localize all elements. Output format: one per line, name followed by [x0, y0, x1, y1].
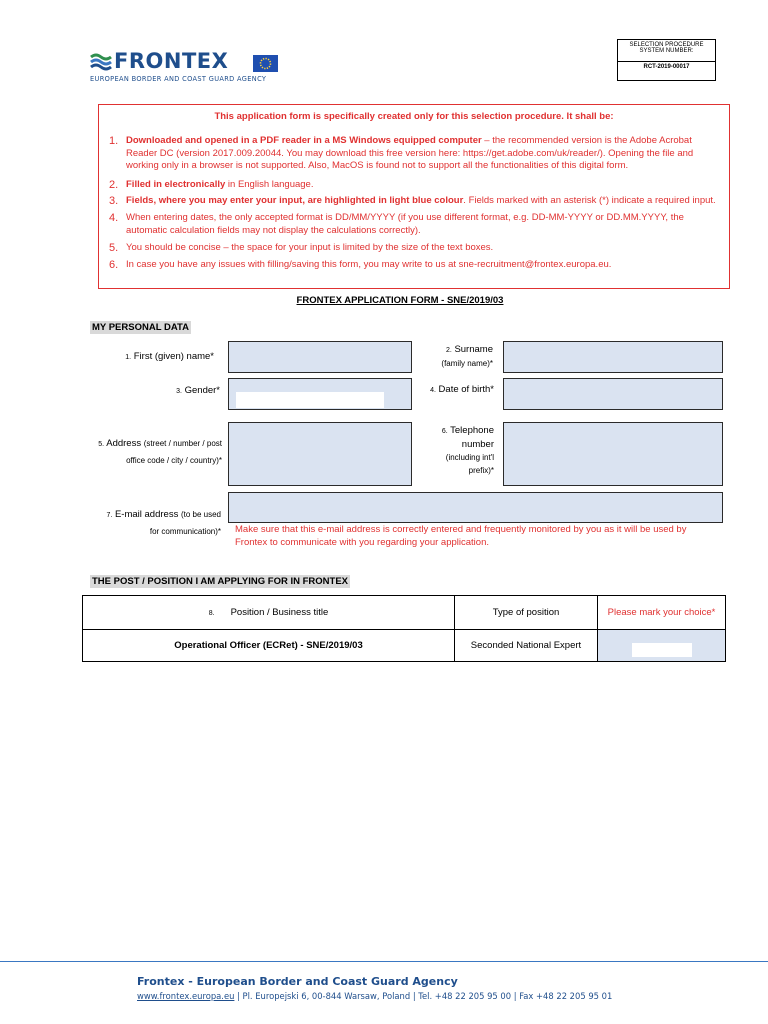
gender-label: 3. Gender*	[176, 385, 220, 396]
gender-dropdown[interactable]	[236, 392, 384, 408]
date-of-birth-field[interactable]	[503, 378, 723, 410]
telephone-label: 6. Telephone number (including int'l prefix)*	[441, 425, 494, 475]
footer-divider	[0, 961, 133, 962]
surname-label: 2. Surname (family name)*	[441, 344, 493, 368]
eu-flag-icon	[253, 55, 278, 72]
footer-contact: www.frontex.europa.eu | Pl. Europejski 6, 00-844 Warsaw, Poland | Tel. +48 22 205 95 00 | Fax +48 22 205 95 01	[137, 991, 613, 1001]
type-of-position-header: Type of position	[455, 596, 598, 630]
position-table	[82, 595, 726, 662]
form-title: FRONTEX APPLICATION FORM - SNE/2019/03	[296, 295, 504, 306]
frontex-logo	[90, 51, 290, 85]
type-of-position-cell: Seconded National Expert	[455, 630, 598, 662]
post-heading: THE POST / POSITION I AM APPLYING FOR IN FRONTEX	[92, 576, 348, 587]
surname-field[interactable]	[503, 341, 723, 373]
footer-divider-right	[133, 961, 768, 962]
first-name-field[interactable]	[228, 341, 412, 373]
email-field[interactable]	[228, 492, 723, 523]
personal-data-heading: MY PERSONAL DATA	[92, 322, 189, 333]
selection-procedure-label: SELECTION PROCEDURE	[629, 42, 704, 48]
address-label: 5. Address (street / number / post office code / city / country)*	[98, 438, 222, 465]
footer-website-link[interactable]: www.frontex.europa.eu	[137, 991, 235, 1001]
brand-name: FRONTEX	[114, 49, 229, 73]
brand-subtitle: EUROPEAN BORDER AND COAST GUARD AGENCY	[90, 75, 267, 83]
instructions-title: This application form is specifically created only for this selection procedure. It shall be:	[214, 111, 614, 122]
mark-choice-header: Please mark your choice*	[598, 596, 726, 630]
position-title-cell: Operational Officer (ECRet) - SNE/2019/03	[83, 630, 455, 662]
telephone-field[interactable]	[503, 422, 723, 486]
footer-agency: Frontex - European Border and Coast Guard Agency	[137, 975, 458, 988]
system-number-label: SYSTEM NUMBER:	[639, 48, 694, 54]
table-header-row	[83, 596, 726, 630]
email-label: 7. E-mail address (to be used for communication)*	[106, 509, 221, 536]
instructions-box: This application form is specifically created only for this selection procedure. It shall be: 1. Downloaded and opened in a PDF reader in a MS Windows equipped computer – the recommended version is the Adobe Acrobat Reader DC (version 2017.009.20044. You may download this free version here: https://get.adobe.com/uk/reader/). Opening the file and working only in a browser is not supported. Also, MacOS is found not to support all the functionalities of this digital form. 2. Filled in electronically in English language. 3. Fields, where you may enter your input, are highlighted in light blue colour. Fields marked with an asterisk (*) indicate a required input. 4. When entering dates, the only accepted format is DD/MM/YYYY (if you use different format, e.g. DD-MM-YYYY or DD.MM.YYYY, the automatic calculation fields may not display the calculations correctly). 5. You should be concise – the space for your input is limited by the size of the text boxes. 6. In case you have any issues with filling/saving this form, you may write to us at sne-recruitment@frontex.europa.eu.	[98, 104, 730, 289]
gender-select[interactable]	[228, 378, 412, 410]
address-field[interactable]	[228, 422, 412, 486]
logo-waves-icon	[90, 53, 112, 71]
system-number-box	[617, 39, 716, 81]
table-row	[83, 630, 726, 662]
choice-cell	[598, 630, 726, 662]
position-title-header: 8. Position / Business title	[83, 596, 455, 630]
first-name-label: 1. First (given) name*	[125, 351, 214, 362]
email-warning: Make sure that this e-mail address is correctly entered and frequently monitored by you as it will be used by Frontex to communicate with you regarding your application.	[235, 524, 687, 548]
date-of-birth-label: 4. Date of birth*	[430, 384, 494, 395]
choice-dropdown[interactable]	[632, 643, 692, 657]
system-number-value: RCT-2019-00017	[618, 61, 715, 70]
